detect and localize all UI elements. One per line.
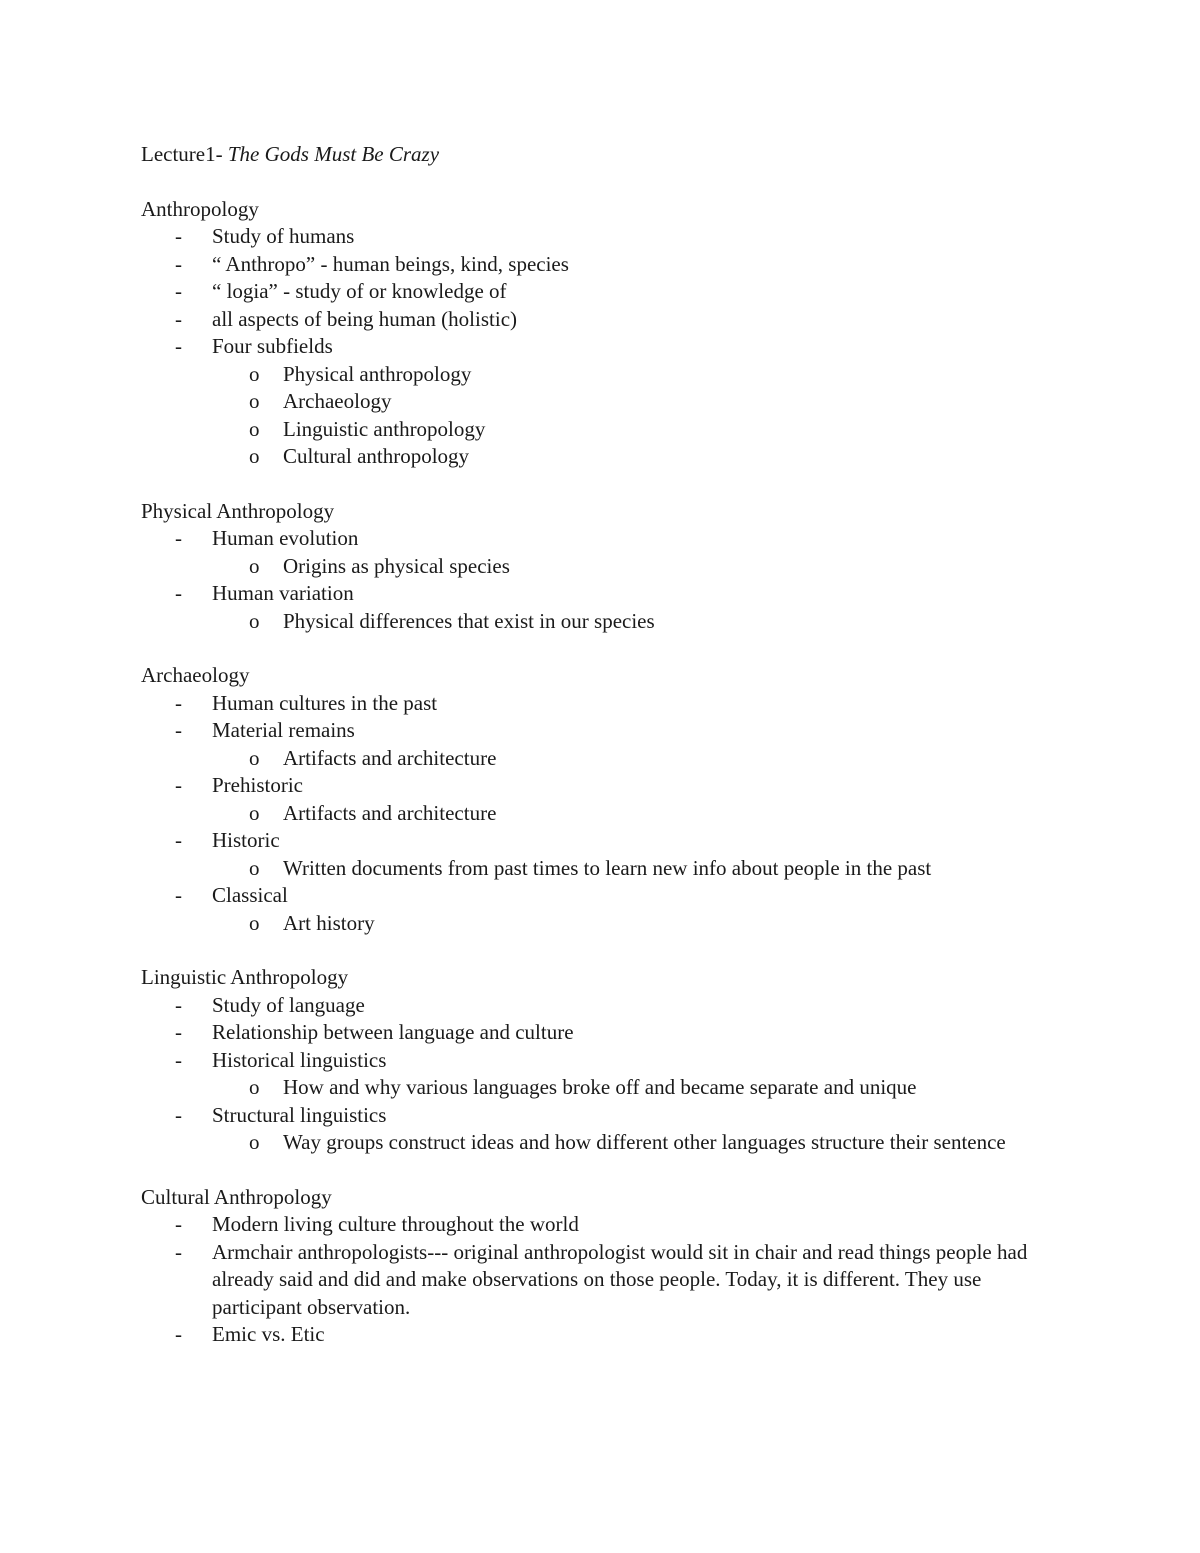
section [141,1184,1041,1349]
list-item [141,580,1041,608]
dash-bullet: - [175,718,182,742]
list-item-text: all aspects of being human (holistic) [212,306,518,331]
dash-bullet: - [175,690,182,715]
sub-list-item-text: Written documents from past times to learn new info about people in the past [283,855,932,880]
sub-list-item-text: Archaeology [283,389,392,413]
sub-list-item-text: Origins as physical species [283,553,510,578]
circle-bullet: o [249,444,260,468]
dash-bullet: - [175,1239,182,1264]
list-item-text: “ logia” - study of or knowledge of [212,279,507,303]
dash-bullet: - [175,1212,182,1236]
circle-bullet: o [249,800,260,825]
spacer [141,169,1041,196]
section [141,196,1041,471]
circle-bullet: o [249,1075,260,1099]
list-item [141,992,1041,1020]
list-item-text: Human variation [212,581,354,605]
sub-list-item [141,553,1041,581]
section [141,498,1041,636]
sub-list-item [141,745,1041,773]
sub-list-item [141,608,1041,636]
circle-bullet: o [249,389,260,413]
list-item-text: Relationship between language and culture [212,1020,574,1044]
sub-list-item [141,855,1041,883]
list-item [141,1102,1041,1130]
list-item-text: Four subfields [212,334,333,358]
notes-body [141,196,1041,1349]
list-item [141,1019,1041,1047]
dash-bullet: - [175,526,182,550]
dash-bullet: - [175,1322,182,1346]
list-item [141,1047,1041,1075]
list-item-text: Emic vs. Etic [212,1322,325,1346]
list-item [141,772,1041,800]
sub-list-item-text: Cultural anthropology [283,444,470,468]
title-prefix: Lecture1- [141,142,228,166]
circle-bullet: o [249,855,260,880]
circle-bullet: o [249,608,260,633]
list-item-text: Human evolution [212,526,359,550]
section [141,662,1041,937]
dash-bullet: - [175,581,182,605]
sub-list-item [141,800,1041,828]
sub-list-item [141,910,1041,938]
sub-list-item [141,388,1041,416]
circle-bullet: o [249,745,260,770]
list-item [141,1211,1041,1239]
title-italic: The Gods Must Be Crazy [227,142,440,166]
dash-bullet: - [175,251,182,276]
list-item [141,717,1041,745]
list-item [141,333,1041,361]
dash-bullet: - [175,883,182,907]
dash-bullet: - [175,279,182,303]
list-item [141,1239,1041,1322]
list-item-text: Modern living culture throughout the world [212,1212,579,1236]
dash-bullet: - [175,334,182,358]
dash-bullet: - [175,992,182,1017]
sub-list-item-text: Art history [283,910,375,935]
list-item [141,251,1041,279]
sub-list-item [141,1129,1041,1157]
circle-bullet: o [249,910,260,935]
list-item-text: Historical linguistics [212,1047,387,1072]
list-item [141,525,1041,553]
list-item-text: Study of humans [212,224,355,248]
list-item-text: Structural linguistics [212,1102,387,1127]
sub-list-item-text: Physical differences that exist in our species [283,608,655,633]
list-item [141,882,1041,910]
section-heading: Anthropology [141,196,259,221]
dash-bullet: - [175,224,182,248]
list-item-text: Classical [212,883,288,907]
sub-list-item-text: Linguistic anthropology [283,416,486,441]
list-item [141,827,1041,855]
list-item-text: Human cultures in the past [212,690,438,715]
list-item [141,223,1041,251]
list-item-text: Study of language [212,992,365,1017]
sub-list-item [141,1074,1041,1102]
sub-list-item-text: Artifacts and architecture [283,745,497,770]
document-page [141,141,1041,1349]
sub-list-item [141,361,1041,389]
circle-bullet: o [249,416,260,441]
sub-list-item-text: Way groups construct ideas and how different other languages structure their sentence [283,1130,1006,1154]
dash-bullet: - [175,828,182,852]
section-heading: Cultural Anthropology [141,1184,332,1209]
list-item [141,690,1041,718]
list-item-text: “ Anthropo” - human beings, kind, species [212,251,569,276]
circle-bullet: o [249,1130,260,1154]
list-item [141,306,1041,334]
circle-bullet: o [249,553,260,578]
sub-list-item-text: Artifacts and architecture [283,800,497,825]
list-item-text: Material remains [212,718,355,742]
dash-bullet: - [175,773,182,797]
dash-bullet: - [175,1102,182,1127]
section-heading: Physical Anthropology [141,498,335,523]
list-item [141,278,1041,306]
sub-list-item [141,443,1041,471]
list-item [141,1321,1041,1349]
list-item-text: Prehistoric [212,773,303,797]
dash-bullet: - [175,1020,182,1044]
section [141,964,1041,1157]
sub-list-item-text: How and why various languages broke off and became separate and unique [283,1075,917,1099]
dash-bullet: - [175,1047,182,1072]
section-heading: Linguistic Anthropology [141,965,349,989]
list-item-text: Armchair anthropologists--- original anthropologist would sit in chair and read things people had already said and did and make observations on those people. Today, it is different. They use participant observation. [212,1239,1028,1319]
circle-bullet: o [249,361,260,386]
document-title [141,141,1041,169]
list-item-text: Historic [212,828,280,852]
sub-list-item-text: Physical anthropology [283,361,472,386]
dash-bullet: - [175,306,182,331]
section-heading: Archaeology [141,663,250,687]
sub-list-item [141,416,1041,444]
